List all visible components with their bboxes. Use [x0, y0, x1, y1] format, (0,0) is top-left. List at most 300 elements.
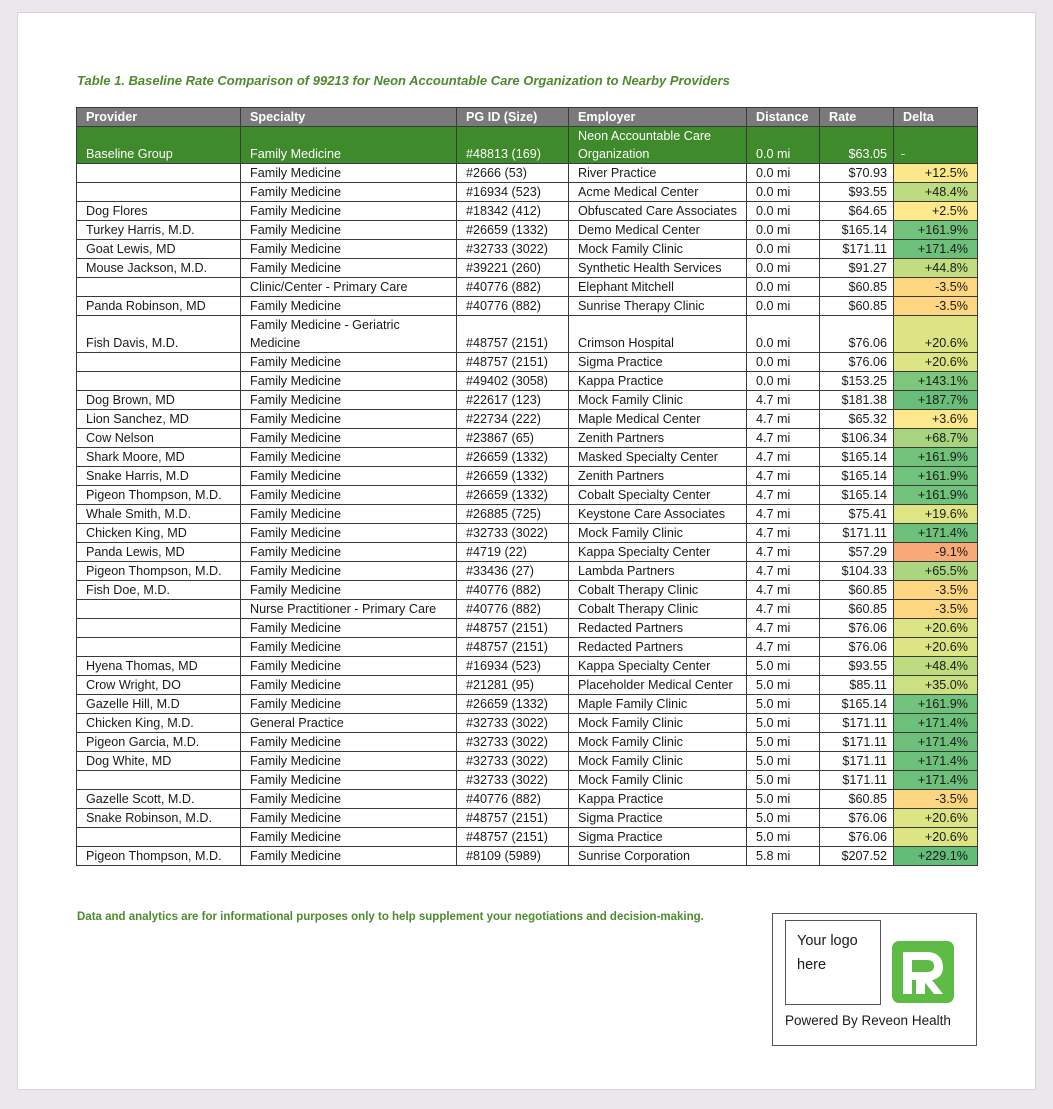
cell-distance: 4.7 mi — [747, 505, 820, 524]
table-row — [77, 164, 978, 183]
table-body — [77, 127, 978, 866]
cell-pg-id: #4719 (22) — [457, 543, 569, 562]
cell-delta: -3.5% — [894, 297, 978, 316]
cell-delta: +68.7% — [894, 429, 978, 448]
cell-pg-id: #32733 (3022) — [457, 714, 569, 733]
cell-rate: $171.11 — [820, 240, 894, 259]
baseline-provider: Baseline Group — [77, 127, 241, 164]
cell-provider: Whale Smith, M.D. — [77, 505, 241, 524]
table-row — [77, 297, 978, 316]
cell-employer: Maple Medical Center — [569, 410, 747, 429]
cell-employer: Redacted Partners — [569, 638, 747, 657]
cell-specialty: Family Medicine — [241, 183, 457, 202]
cell-specialty: Family Medicine — [241, 486, 457, 505]
cell-specialty: Family Medicine — [241, 448, 457, 467]
cell-delta: +19.6% — [894, 505, 978, 524]
cell-pg-id: #22617 (123) — [457, 391, 569, 410]
col-header-pg-id: PG ID (Size) — [457, 108, 569, 127]
cell-delta: +20.6% — [894, 828, 978, 847]
cell-specialty: Family Medicine — [241, 429, 457, 448]
cell-rate: $76.06 — [820, 316, 894, 353]
cell-pg-id: #40776 (882) — [457, 297, 569, 316]
logo-placeholder: Your logo here — [785, 920, 881, 1005]
reveon-r-icon — [892, 941, 954, 1003]
cell-specialty: Family Medicine — [241, 524, 457, 543]
cell-specialty: Family Medicine — [241, 391, 457, 410]
cell-delta: +171.4% — [894, 714, 978, 733]
cell-employer: Kappa Practice — [569, 372, 747, 391]
cell-provider — [77, 164, 241, 183]
cell-provider: Chicken King, M.D. — [77, 714, 241, 733]
rate-comparison-table — [76, 107, 978, 866]
table-header-row — [77, 108, 978, 127]
baseline-rate: $63.05 — [820, 127, 894, 164]
table-row — [77, 202, 978, 221]
cell-employer: Sigma Practice — [569, 353, 747, 372]
cell-provider: Pigeon Garcia, M.D. — [77, 733, 241, 752]
cell-distance: 0.0 mi — [747, 240, 820, 259]
cell-distance: 5.0 mi — [747, 771, 820, 790]
cell-specialty: Family Medicine — [241, 847, 457, 866]
cell-distance: 0.0 mi — [747, 221, 820, 240]
cell-rate: $60.85 — [820, 278, 894, 297]
cell-rate: $153.25 — [820, 372, 894, 391]
cell-distance: 5.0 mi — [747, 733, 820, 752]
cell-pg-id: #48757 (2151) — [457, 828, 569, 847]
col-header-specialty: Specialty — [241, 108, 457, 127]
table-row — [77, 543, 978, 562]
table-row — [77, 771, 978, 790]
cell-rate: $165.14 — [820, 221, 894, 240]
cell-specialty: Family Medicine — [241, 240, 457, 259]
table-row — [77, 581, 978, 600]
cell-delta: +20.6% — [894, 638, 978, 657]
cell-pg-id: #26659 (1332) — [457, 695, 569, 714]
cell-specialty: Family Medicine — [241, 372, 457, 391]
cell-provider: Lion Sanchez, MD — [77, 410, 241, 429]
cell-employer: Placeholder Medical Center — [569, 676, 747, 695]
cell-provider: Fish Davis, M.D. — [77, 316, 241, 353]
cell-provider — [77, 600, 241, 619]
cell-pg-id: #18342 (412) — [457, 202, 569, 221]
cell-distance: 5.0 mi — [747, 790, 820, 809]
cell-employer: Keystone Care Associates — [569, 505, 747, 524]
cell-delta: +161.9% — [894, 695, 978, 714]
cell-delta: +20.6% — [894, 809, 978, 828]
cell-specialty: Family Medicine — [241, 259, 457, 278]
cell-delta: +171.4% — [894, 752, 978, 771]
cell-rate: $104.33 — [820, 562, 894, 581]
baseline-distance: 0.0 mi — [747, 127, 820, 164]
table-row — [77, 429, 978, 448]
cell-delta: +161.9% — [894, 448, 978, 467]
cell-provider: Turkey Harris, M.D. — [77, 221, 241, 240]
cell-rate: $76.06 — [820, 353, 894, 372]
cell-employer: Maple Family Clinic — [569, 695, 747, 714]
table-row — [77, 467, 978, 486]
cell-distance: 4.7 mi — [747, 429, 820, 448]
cell-provider: Panda Lewis, MD — [77, 543, 241, 562]
cell-specialty: Family Medicine — [241, 619, 457, 638]
cell-rate: $106.34 — [820, 429, 894, 448]
cell-provider: Snake Harris, M.D — [77, 467, 241, 486]
cell-rate: $165.14 — [820, 448, 894, 467]
cell-distance: 0.0 mi — [747, 278, 820, 297]
cell-employer: Redacted Partners — [569, 619, 747, 638]
cell-pg-id: #16934 (523) — [457, 657, 569, 676]
cell-pg-id: #8109 (5989) — [457, 847, 569, 866]
cell-rate: $207.52 — [820, 847, 894, 866]
cell-pg-id: #26659 (1332) — [457, 221, 569, 240]
cell-distance: 4.7 mi — [747, 467, 820, 486]
table-row — [77, 752, 978, 771]
cell-employer: Sigma Practice — [569, 828, 747, 847]
cell-pg-id: #16934 (523) — [457, 183, 569, 202]
cell-rate: $165.14 — [820, 695, 894, 714]
table-row — [77, 790, 978, 809]
cell-specialty: Family Medicine — [241, 733, 457, 752]
col-header-delta: Delta — [894, 108, 978, 127]
table-row — [77, 847, 978, 866]
table-row — [77, 714, 978, 733]
cell-distance: 4.7 mi — [747, 391, 820, 410]
baseline-delta: - — [894, 127, 978, 164]
cell-specialty: Nurse Practitioner - Primary Care — [241, 600, 457, 619]
cell-provider: Pigeon Thompson, M.D. — [77, 562, 241, 581]
cell-distance: 0.0 mi — [747, 259, 820, 278]
cell-distance: 4.7 mi — [747, 619, 820, 638]
cell-delta: +44.8% — [894, 259, 978, 278]
cell-specialty: Family Medicine — [241, 164, 457, 183]
cell-employer: Sigma Practice — [569, 809, 747, 828]
cell-employer: Zenith Partners — [569, 467, 747, 486]
table-row — [77, 221, 978, 240]
cell-pg-id: #22734 (222) — [457, 410, 569, 429]
baseline-specialty: Family Medicine — [241, 127, 457, 164]
cell-pg-id: #48757 (2151) — [457, 638, 569, 657]
cell-provider: Dog Flores — [77, 202, 241, 221]
cell-provider: Dog White, MD — [77, 752, 241, 771]
cell-rate: $171.11 — [820, 733, 894, 752]
cell-employer: Cobalt Therapy Clinic — [569, 581, 747, 600]
cell-provider: Crow Wright, DO — [77, 676, 241, 695]
cell-pg-id: #40776 (882) — [457, 278, 569, 297]
cell-provider: Gazelle Scott, M.D. — [77, 790, 241, 809]
baseline-row — [77, 127, 978, 164]
cell-distance: 5.0 mi — [747, 695, 820, 714]
table-row — [77, 600, 978, 619]
cell-employer: Mock Family Clinic — [569, 771, 747, 790]
table-row — [77, 278, 978, 297]
cell-rate: $60.85 — [820, 297, 894, 316]
cell-rate: $76.06 — [820, 809, 894, 828]
cell-pg-id: #32733 (3022) — [457, 771, 569, 790]
cell-rate: $70.93 — [820, 164, 894, 183]
cell-pg-id: #48757 (2151) — [457, 353, 569, 372]
cell-delta: -3.5% — [894, 581, 978, 600]
cell-specialty: Family Medicine — [241, 543, 457, 562]
col-header-provider: Provider — [77, 108, 241, 127]
table-row — [77, 657, 978, 676]
cell-distance: 4.7 mi — [747, 600, 820, 619]
cell-rate: $171.11 — [820, 752, 894, 771]
cell-specialty: Family Medicine — [241, 676, 457, 695]
cell-rate: $76.06 — [820, 638, 894, 657]
cell-pg-id: #32733 (3022) — [457, 752, 569, 771]
cell-provider: Chicken King, MD — [77, 524, 241, 543]
cell-distance: 4.7 mi — [747, 410, 820, 429]
table-row — [77, 448, 978, 467]
cell-employer: Synthetic Health Services — [569, 259, 747, 278]
cell-delta: +65.5% — [894, 562, 978, 581]
cell-provider — [77, 278, 241, 297]
cell-specialty: Family Medicine — [241, 790, 457, 809]
table-row — [77, 619, 978, 638]
cell-specialty: Family Medicine — [241, 410, 457, 429]
cell-distance: 4.7 mi — [747, 638, 820, 657]
cell-provider: Snake Robinson, M.D. — [77, 809, 241, 828]
cell-delta: +161.9% — [894, 486, 978, 505]
cell-distance: 5.0 mi — [747, 714, 820, 733]
cell-pg-id: #32733 (3022) — [457, 240, 569, 259]
cell-rate: $85.11 — [820, 676, 894, 695]
cell-specialty: Family Medicine — [241, 828, 457, 847]
cell-employer: Crimson Hospital — [569, 316, 747, 353]
cell-rate: $171.11 — [820, 714, 894, 733]
cell-provider — [77, 638, 241, 657]
cell-distance: 5.0 mi — [747, 657, 820, 676]
cell-distance: 0.0 mi — [747, 297, 820, 316]
cell-delta: +171.4% — [894, 240, 978, 259]
cell-pg-id: #48757 (2151) — [457, 619, 569, 638]
cell-pg-id: #2666 (53) — [457, 164, 569, 183]
cell-employer: Demo Medical Center — [569, 221, 747, 240]
table-row — [77, 505, 978, 524]
cell-distance: 4.7 mi — [747, 581, 820, 600]
cell-pg-id: #23867 (65) — [457, 429, 569, 448]
cell-provider: Mouse Jackson, M.D. — [77, 259, 241, 278]
powered-by-label: Powered By Reveon Health — [785, 1013, 951, 1028]
cell-delta: +3.6% — [894, 410, 978, 429]
cell-pg-id: #26659 (1332) — [457, 486, 569, 505]
table-row — [77, 240, 978, 259]
cell-provider: Shark Moore, MD — [77, 448, 241, 467]
cell-employer: Sunrise Corporation — [569, 847, 747, 866]
cell-employer: Mock Family Clinic — [569, 733, 747, 752]
cell-distance: 0.0 mi — [747, 202, 820, 221]
cell-specialty: Family Medicine - Geriatric Medicine — [241, 316, 457, 353]
table-row — [77, 316, 978, 353]
table-row — [77, 259, 978, 278]
table-row — [77, 486, 978, 505]
cell-rate: $181.38 — [820, 391, 894, 410]
col-header-employer: Employer — [569, 108, 747, 127]
cell-delta: +161.9% — [894, 221, 978, 240]
cell-specialty: Family Medicine — [241, 695, 457, 714]
cell-employer: Cobalt Specialty Center — [569, 486, 747, 505]
cell-specialty: Family Medicine — [241, 581, 457, 600]
cell-delta: -3.5% — [894, 790, 978, 809]
cell-provider — [77, 353, 241, 372]
cell-pg-id: #48757 (2151) — [457, 809, 569, 828]
cell-specialty: Family Medicine — [241, 657, 457, 676]
cell-pg-id: #40776 (882) — [457, 581, 569, 600]
cell-distance: 5.0 mi — [747, 809, 820, 828]
cell-provider: Pigeon Thompson, M.D. — [77, 486, 241, 505]
cell-pg-id: #40776 (882) — [457, 790, 569, 809]
cell-rate: $60.85 — [820, 581, 894, 600]
col-header-distance: Distance — [747, 108, 820, 127]
cell-delta: +171.4% — [894, 524, 978, 543]
cell-employer: Kappa Specialty Center — [569, 657, 747, 676]
cell-specialty: Family Medicine — [241, 353, 457, 372]
cell-employer: Masked Specialty Center — [569, 448, 747, 467]
cell-provider — [77, 828, 241, 847]
cell-rate: $57.29 — [820, 543, 894, 562]
cell-delta: -3.5% — [894, 278, 978, 297]
cell-specialty: Family Medicine — [241, 771, 457, 790]
cell-distance: 4.7 mi — [747, 524, 820, 543]
table-row — [77, 183, 978, 202]
cell-provider — [77, 183, 241, 202]
cell-employer: Cobalt Therapy Clinic — [569, 600, 747, 619]
cell-delta: +35.0% — [894, 676, 978, 695]
cell-delta: +12.5% — [894, 164, 978, 183]
cell-pg-id: #40776 (882) — [457, 600, 569, 619]
table-row — [77, 353, 978, 372]
cell-rate: $165.14 — [820, 486, 894, 505]
cell-distance: 5.0 mi — [747, 676, 820, 695]
cell-pg-id: #32733 (3022) — [457, 524, 569, 543]
table-caption: Table 1. Baseline Rate Comparison of 99213 for Neon Accountable Care Organization to Nearby Providers — [77, 73, 730, 88]
cell-rate: $64.65 — [820, 202, 894, 221]
table-row — [77, 695, 978, 714]
table-row — [77, 809, 978, 828]
cell-delta: +161.9% — [894, 467, 978, 486]
cell-provider — [77, 771, 241, 790]
table-row — [77, 372, 978, 391]
cell-distance: 0.0 mi — [747, 183, 820, 202]
cell-provider: Dog Brown, MD — [77, 391, 241, 410]
cell-rate: $93.55 — [820, 183, 894, 202]
cell-employer: Mock Family Clinic — [569, 240, 747, 259]
cell-pg-id: #49402 (3058) — [457, 372, 569, 391]
cell-provider — [77, 372, 241, 391]
cell-pg-id: #32733 (3022) — [457, 733, 569, 752]
cell-rate: $75.41 — [820, 505, 894, 524]
cell-employer: River Practice — [569, 164, 747, 183]
cell-rate: $65.32 — [820, 410, 894, 429]
cell-provider — [77, 619, 241, 638]
cell-rate: $60.85 — [820, 600, 894, 619]
cell-rate: $171.11 — [820, 524, 894, 543]
cell-delta: +20.6% — [894, 316, 978, 353]
table-row — [77, 391, 978, 410]
table-row — [77, 410, 978, 429]
cell-employer: Zenith Partners — [569, 429, 747, 448]
cell-employer: Kappa Specialty Center — [569, 543, 747, 562]
cell-provider: Pigeon Thompson, M.D. — [77, 847, 241, 866]
cell-rate: $93.55 — [820, 657, 894, 676]
cell-delta: +2.5% — [894, 202, 978, 221]
cell-employer: Mock Family Clinic — [569, 752, 747, 771]
cell-employer: Lambda Partners — [569, 562, 747, 581]
cell-specialty: Family Medicine — [241, 752, 457, 771]
cell-specialty: Family Medicine — [241, 467, 457, 486]
cell-employer: Obfuscated Care Associates — [569, 202, 747, 221]
cell-rate: $165.14 — [820, 467, 894, 486]
cell-distance: 5.0 mi — [747, 828, 820, 847]
col-header-rate: Rate — [820, 108, 894, 127]
cell-distance: 0.0 mi — [747, 164, 820, 183]
cell-delta: +48.4% — [894, 183, 978, 202]
cell-provider: Gazelle Hill, M.D — [77, 695, 241, 714]
cell-employer: Mock Family Clinic — [569, 524, 747, 543]
table-row — [77, 676, 978, 695]
cell-provider: Hyena Thomas, MD — [77, 657, 241, 676]
cell-pg-id: #21281 (95) — [457, 676, 569, 695]
cell-specialty: General Practice — [241, 714, 457, 733]
cell-pg-id: #26659 (1332) — [457, 467, 569, 486]
baseline-pg-id: #48813 (169) — [457, 127, 569, 164]
cell-pg-id: #39221 (260) — [457, 259, 569, 278]
cell-delta: +20.6% — [894, 619, 978, 638]
cell-specialty: Family Medicine — [241, 505, 457, 524]
cell-distance: 4.7 mi — [747, 543, 820, 562]
cell-delta: +20.6% — [894, 353, 978, 372]
cell-provider: Panda Robinson, MD — [77, 297, 241, 316]
cell-distance: 4.7 mi — [747, 486, 820, 505]
cell-distance: 5.0 mi — [747, 752, 820, 771]
cell-delta: +229.1% — [894, 847, 978, 866]
cell-employer: Sunrise Therapy Clinic — [569, 297, 747, 316]
cell-provider: Goat Lewis, MD — [77, 240, 241, 259]
cell-specialty: Family Medicine — [241, 202, 457, 221]
cell-pg-id: #26885 (725) — [457, 505, 569, 524]
cell-specialty: Family Medicine — [241, 809, 457, 828]
cell-provider: Fish Doe, M.D. — [77, 581, 241, 600]
cell-specialty: Family Medicine — [241, 562, 457, 581]
cell-employer: Acme Medical Center — [569, 183, 747, 202]
cell-distance: 4.7 mi — [747, 448, 820, 467]
cell-pg-id: #26659 (1332) — [457, 448, 569, 467]
cell-pg-id: #48757 (2151) — [457, 316, 569, 353]
cell-distance: 0.0 mi — [747, 372, 820, 391]
cell-employer: Kappa Practice — [569, 790, 747, 809]
cell-delta: -3.5% — [894, 600, 978, 619]
cell-employer: Elephant Mitchell — [569, 278, 747, 297]
cell-distance: 5.8 mi — [747, 847, 820, 866]
cell-specialty: Family Medicine — [241, 638, 457, 657]
cell-distance: 4.7 mi — [747, 562, 820, 581]
cell-employer: Mock Family Clinic — [569, 391, 747, 410]
cell-employer: Mock Family Clinic — [569, 714, 747, 733]
cell-delta: +171.4% — [894, 771, 978, 790]
cell-delta: -9.1% — [894, 543, 978, 562]
cell-pg-id: #33436 (27) — [457, 562, 569, 581]
table-row — [77, 562, 978, 581]
cell-delta: +143.1% — [894, 372, 978, 391]
cell-distance: 0.0 mi — [747, 353, 820, 372]
cell-rate: $76.06 — [820, 619, 894, 638]
cell-delta: +171.4% — [894, 733, 978, 752]
cell-delta: +48.4% — [894, 657, 978, 676]
cell-rate: $76.06 — [820, 828, 894, 847]
branding-box — [772, 913, 977, 1046]
table-row — [77, 733, 978, 752]
cell-specialty: Clinic/Center - Primary Care — [241, 278, 457, 297]
disclaimer-footnote: Data and analytics are for informational purposes only to help supplement your negotiations and decision-making. — [77, 911, 704, 923]
